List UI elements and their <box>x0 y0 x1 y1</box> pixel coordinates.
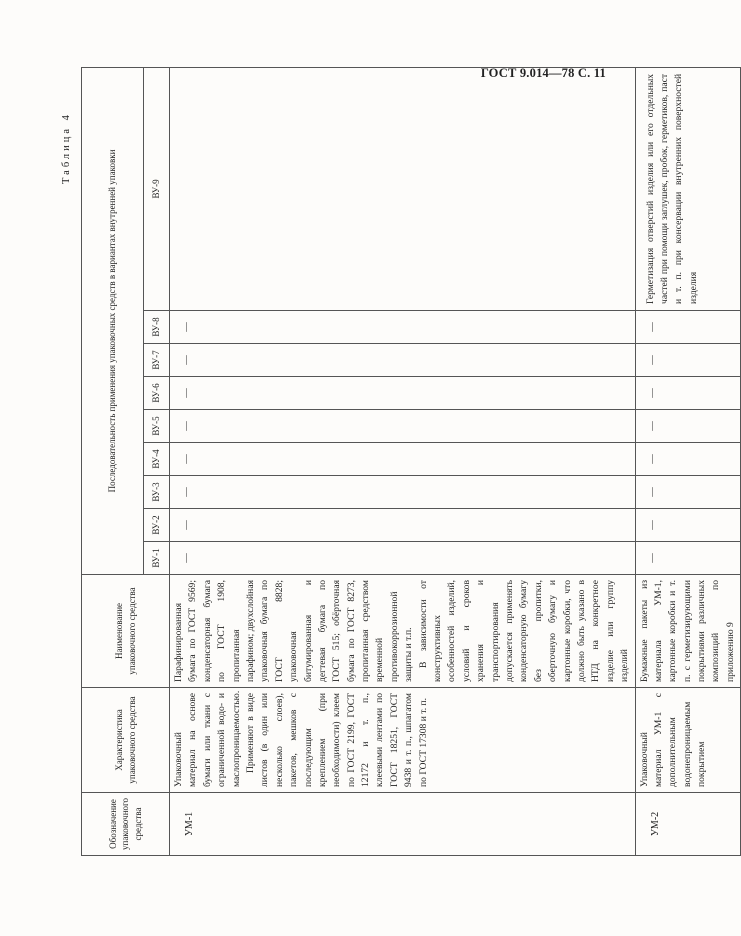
row-um1-vu4-mark: — <box>170 443 636 476</box>
header-designation: Обозначение упаковочного средства <box>82 793 170 856</box>
table-label: Таблица 4 <box>61 112 72 184</box>
row-um1-vu5-mark: — <box>170 410 636 443</box>
header-vu-5: ВУ-5 <box>144 410 170 443</box>
row-um1-code: УМ-1 <box>170 793 636 856</box>
header-row-top <box>82 67 144 855</box>
row-um2-vu3-mark: — <box>635 476 741 509</box>
row-um2-code: УМ-2 <box>635 793 741 856</box>
row-um1-vu6-mark: — <box>170 377 636 410</box>
row-um2-characteristic: Упаковочный материал УМ-1 с дополнительным водонепроницаемым покрытием <box>635 688 741 793</box>
row-um1-vu3-mark: — <box>170 476 636 509</box>
row-um1-name-p1: Парафинированная бумага по ГОСТ 9569; конденсаторная бумага по ГОСТ 1908, пропитанная парафином; двухслойная упаковочная бумага по ГОСТ 8828; упаковочная битумированная и дегтевая бумага по ГОСТ 515; обёрточная бумага по ГОСТ 8273, пропитанная средством временной противокоррозионной защиты и т.п. <box>173 580 415 682</box>
row-um1-vu9 <box>170 67 636 310</box>
header-vu-2: ВУ-2 <box>144 509 170 542</box>
table-row-um1 <box>170 67 636 855</box>
row-um1-vu7-mark: — <box>170 344 636 377</box>
header-vu-1: ВУ-1 <box>144 542 170 575</box>
header-vu-6: ВУ-6 <box>144 377 170 410</box>
row-um1-characteristic-p2: Применяют в виде листов (в один или несколько слоев), пакетов, мешков с последующим креплением (при необходимости) клеем по ГОСТ 2199, ГОСТ 12172 и т. п., клеевыми лентами по ГОСТ 18251, ГОСТ 9438 и т. п., шпагатом по ГОСТ 17308 и т. п. <box>244 693 429 787</box>
table-4 <box>81 67 741 856</box>
row-um1-characteristic-p1: Упаковочный материал на основе бумаги или ткани с ограниченной водо- и маслопроницаемостью. <box>173 690 242 787</box>
row-um2-vu6-mark: — <box>635 377 741 410</box>
header-vu-8: ВУ-8 <box>144 311 170 344</box>
header-vu-3: ВУ-3 <box>144 476 170 509</box>
row-um2-vu9: Герметизация отверстий изделия или его отдельных частей при помощи заглушек, пробок, герметиков, паст и т. п. при консервации внутренних поверхностей изделия <box>635 67 741 310</box>
header-sequence: Последовательность применения упаковочных средств в вариантах внутренней упаковки <box>82 67 144 574</box>
row-um1-characteristic <box>170 688 636 793</box>
row-um1-vu2-mark: — <box>170 509 636 542</box>
header-vu-7: ВУ-7 <box>144 344 170 377</box>
row-um2-vu1-mark: — <box>635 542 741 575</box>
row-um2-vu8-mark: — <box>635 311 741 344</box>
header-name: Наименование упаковочного средства <box>82 575 170 688</box>
row-um2-vu5-mark: — <box>635 410 741 443</box>
row-um1-name-p2: В зависимости от конструктивных особенностей изделий, условий и сроков хранения и транспортирования допускается применять конденсаторную бумагу без пропитки, оберточную бумагу и картонные коробки, что должно быть указано в НТД на конкретное изделие или группу изделий <box>417 580 631 682</box>
row-um1-vu8-mark: — <box>170 311 636 344</box>
row-um2-vu7-mark: — <box>635 344 741 377</box>
row-um2-vu2-mark: — <box>635 509 741 542</box>
header-vu-4: ВУ-4 <box>144 443 170 476</box>
row-um1-name <box>170 575 636 688</box>
header-characteristic: Характеристика упаковочного средства <box>82 688 170 793</box>
row-um1-vu1-mark: — <box>170 542 636 575</box>
row-um2-name: Бумажные пакеты из материала УМ-1, картонные коробки и т. п. с герметизирующими покрытиями различных композиций по приложению 9 <box>635 575 741 688</box>
table-row-um2 <box>635 67 741 855</box>
page-header: ГОСТ 9.014—78 С. 11 <box>480 66 606 80</box>
header-vu-9: ВУ-9 <box>144 67 170 310</box>
row-um2-vu4-mark: — <box>635 443 741 476</box>
